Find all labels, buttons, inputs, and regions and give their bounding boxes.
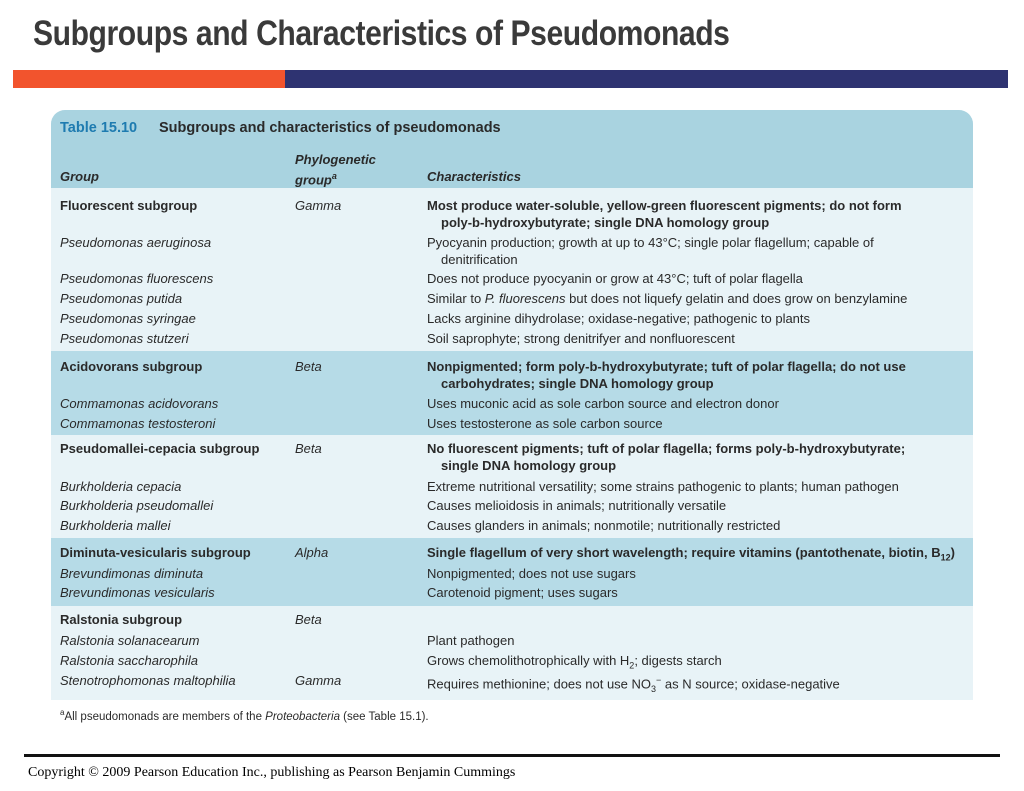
char-subscript: 12 — [940, 552, 951, 563]
pseudomonads-table — [51, 110, 973, 700]
footnote-text: (see Table 15.1). — [339, 710, 429, 723]
characteristics: Nonpigmented; does not use sugars — [427, 566, 636, 581]
characteristics: Plant pathogen — [427, 633, 515, 648]
char-text: Grows chemolithotrophically with H — [427, 653, 630, 668]
table-footnote — [60, 708, 429, 723]
group-name: Fluorescent subgroup — [60, 198, 198, 213]
footnote-text-italic: Proteobacteria — [265, 710, 340, 723]
organism-name: Stenotrophomonas maltophilia — [60, 673, 236, 688]
column-header-phylogenetic — [295, 151, 376, 188]
characteristics: Uses testosterone as sole carbon source — [427, 416, 663, 431]
phylo-group: Gamma — [295, 673, 342, 688]
char-text: but does not liquefy gelatin and does grow on benzylamine — [565, 291, 908, 306]
char-text: as N source; oxidase-negative — [661, 676, 840, 692]
footnote-marker: a — [60, 708, 65, 717]
char-subscript: 3 — [651, 683, 657, 694]
organism-name: Pseudomonas fluorescens — [60, 271, 214, 286]
column-header-characteristics: Characteristics — [427, 169, 521, 184]
characteristics — [427, 197, 967, 231]
table-number: Table 15.10 — [60, 120, 138, 136]
column-header-group: Group — [60, 169, 99, 184]
footnote-marker: a — [331, 171, 337, 181]
phylo-group: Alpha — [295, 545, 329, 560]
table-header — [51, 110, 973, 188]
char-text: Single flagellum of very short wavelength; require vitamins (pantothenate, biotin, B — [427, 545, 941, 560]
char-text-italic: P. fluorescens — [484, 291, 566, 306]
characteristics: Does not produce pyocyanin or grow at 43°C; tuft of polar flagella — [427, 271, 803, 286]
column-header-phylogenetic-line2: group — [295, 172, 332, 188]
organism-name: Commamonas acidovorans — [60, 396, 219, 411]
phylo-group: Beta — [295, 441, 322, 456]
char-superscript: − — [656, 675, 662, 685]
characteristics: Uses muconic acid as sole carbon source and electron donor — [427, 396, 779, 411]
phylo-group: Beta — [295, 359, 322, 374]
characteristics: Carotenoid pigment; uses sugars — [427, 585, 618, 600]
characteristics: Causes glanders in animals; nonmotile; nutritionally restricted — [427, 518, 781, 533]
section-ralstonia — [51, 606, 973, 700]
char-line: Most produce water-soluble, yellow-green fluorescent pigments; do not form — [427, 198, 902, 213]
char-text: ; digests starch — [634, 653, 722, 668]
char-text: Similar to — [427, 291, 485, 306]
copyright-notice: Copyright © 2009 Pearson Education Inc., publishing as Pearson Benjamin Cummings — [28, 765, 516, 780]
group-name: Diminuta-vesicularis subgroup — [60, 545, 251, 560]
char-line: denitrification — [441, 252, 518, 267]
organism-name: Brevundimonas vesicularis — [60, 585, 215, 600]
footer-divider — [24, 754, 1000, 757]
section-diminuta-vesicularis — [51, 538, 973, 606]
section-fluorescent — [51, 188, 973, 351]
char-line: No fluorescent pigments; tuft of polar flagella; forms poly-b-hydroxybutyrate; — [427, 441, 906, 456]
section-pseudomallei-cepacia — [51, 435, 973, 538]
group-name: Pseudomallei-cepacia subgroup — [60, 441, 260, 456]
characteristics — [427, 544, 967, 567]
table-caption: Subgroups and characteristics of pseudomonads — [159, 120, 501, 136]
characteristics — [427, 290, 967, 307]
characteristics — [427, 234, 967, 268]
group-name: Ralstonia subgroup — [60, 612, 183, 627]
section-acidovorans — [51, 351, 973, 435]
characteristics: Lacks arginine dihydrolase; oxidase-negative; pathogenic to plants — [427, 311, 811, 326]
phylo-group: Gamma — [295, 198, 342, 213]
organism-name: Pseudomonas stutzeri — [60, 331, 189, 346]
phylo-group: Beta — [295, 612, 322, 627]
organism-name: Ralstonia saccharophila — [60, 653, 199, 668]
title-underline-navy — [285, 70, 1008, 88]
organism-name: Ralstonia solanacearum — [60, 633, 200, 648]
organism-name: Burkholderia mallei — [60, 518, 171, 533]
column-header-phylogenetic-line1: Phylogenetic — [295, 152, 376, 167]
group-name: Acidovorans subgroup — [60, 359, 203, 374]
characteristics: Causes melioidosis in animals; nutritionally versatile — [427, 498, 727, 513]
organism-name: Pseudomonas syringae — [60, 311, 196, 326]
organism-name: Commamonas testosteroni — [60, 416, 216, 431]
char-text: ) — [950, 545, 955, 560]
char-line: single DNA homology group — [441, 458, 617, 473]
organism-name: Burkholderia pseudomallei — [60, 498, 214, 513]
char-subscript: 2 — [629, 660, 635, 671]
organism-name: Brevundimonas diminuta — [60, 566, 204, 581]
title-underline-orange — [13, 70, 285, 88]
char-line: carbohydrates; single DNA homology group — [441, 376, 714, 391]
characteristics: Extreme nutritional versatility; some strains pathogenic to plants; human pathogen — [427, 479, 899, 494]
organism-name: Pseudomonas putida — [60, 291, 183, 306]
organism-name: Burkholderia cepacia — [60, 479, 182, 494]
footnote-text: All pseudomonads are members of the — [64, 710, 266, 723]
characteristics: Soil saprophyte; strong denitrifyer and nonfluorescent — [427, 331, 735, 346]
characteristics — [427, 358, 967, 392]
characteristics — [427, 672, 967, 698]
organism-name: Pseudomonas aeruginosa — [60, 235, 212, 250]
char-text: Requires methionine; does not use NO — [427, 676, 652, 692]
characteristics — [427, 440, 967, 474]
char-line: Nonpigmented; form poly-b-hydroxybutyrate; tuft of polar flagella; do not use — [427, 359, 906, 374]
char-line: poly-b-hydroxybutyrate; single DNA homology group — [441, 215, 770, 230]
char-line: Pyocyanin production; growth at up to 43°C; single polar flagellum; capable of — [427, 235, 874, 250]
slide-title: Subgroups and Characteristics of Pseudomonads — [33, 14, 730, 53]
